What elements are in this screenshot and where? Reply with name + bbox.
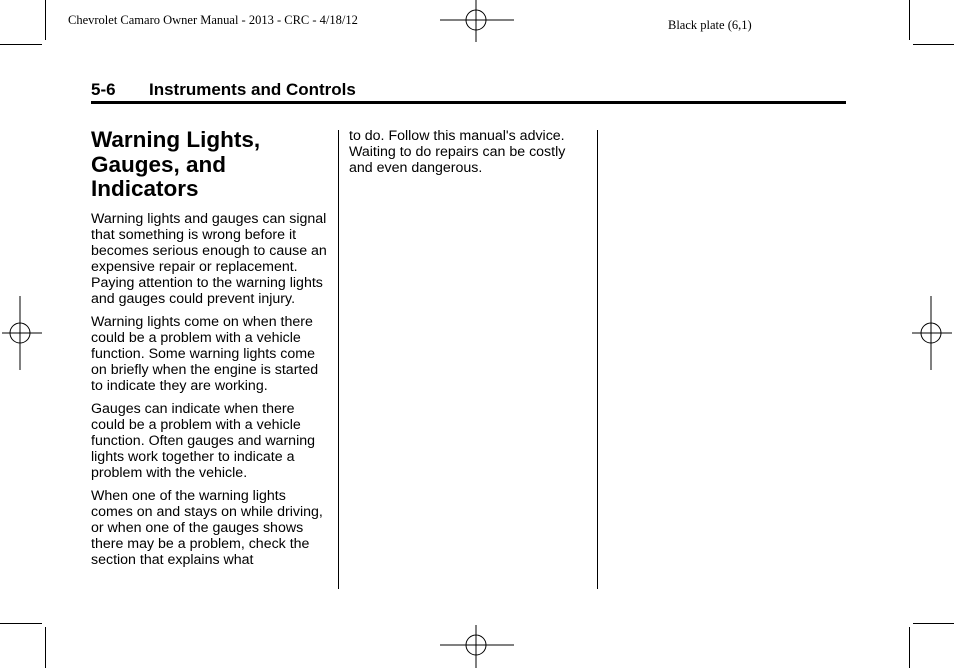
print-slug: Chevrolet Camaro Owner Manual - 2013 - CRC - 4/18/12 [68, 13, 358, 27]
crop-mark [913, 623, 954, 624]
registration-mark-icon [440, 623, 516, 668]
paragraph: Warning lights and gauges can signal that something is wrong before it becomes serious enough to cause an expensive repair or replacement. Paying attention to the warning lights and gauges could prevent injury. [91, 210, 327, 307]
page-number: 5-6 [91, 80, 116, 99]
crop-mark [0, 44, 42, 45]
crop-mark [913, 44, 954, 45]
registration-mark-icon [440, 0, 516, 44]
crop-mark [45, 0, 46, 40]
paragraph: Warning lights come on when there could be a problem with a vehicle function. Some warning lights come on briefly when the engine is started to indicate they are working. [91, 313, 319, 394]
registration-mark-icon [910, 296, 954, 372]
column-3 [608, 128, 846, 587]
header-rule [91, 101, 846, 104]
column-divider [597, 130, 598, 589]
plate-label: Black plate (6,1) [668, 18, 752, 32]
paragraph: to do. Follow this manual's advice. Waiting to do repairs can be costly and even dangerous. [349, 128, 566, 176]
column-1 [91, 128, 331, 575]
registration-mark-icon [0, 296, 44, 372]
crop-mark [909, 627, 910, 668]
crop-mark [0, 623, 42, 624]
paragraph: Gauges can indicate when there could be a problem with a vehicle function. Often gauges and warning lights work together to indicate a problem with the vehicle. [91, 400, 316, 481]
running-header [91, 80, 846, 100]
paragraph: When one of the warning lights comes on and stays on while driving, or when one of the gauges shows there may be a problem, check the section that explains what [91, 487, 323, 568]
column-2 [349, 128, 589, 183]
column-divider [338, 130, 339, 589]
crop-mark [909, 0, 910, 40]
crop-mark [45, 627, 46, 668]
section-title: Instruments and Controls [149, 80, 356, 99]
article-title: Warning Lights, Gauges, and Indicators [91, 127, 261, 201]
